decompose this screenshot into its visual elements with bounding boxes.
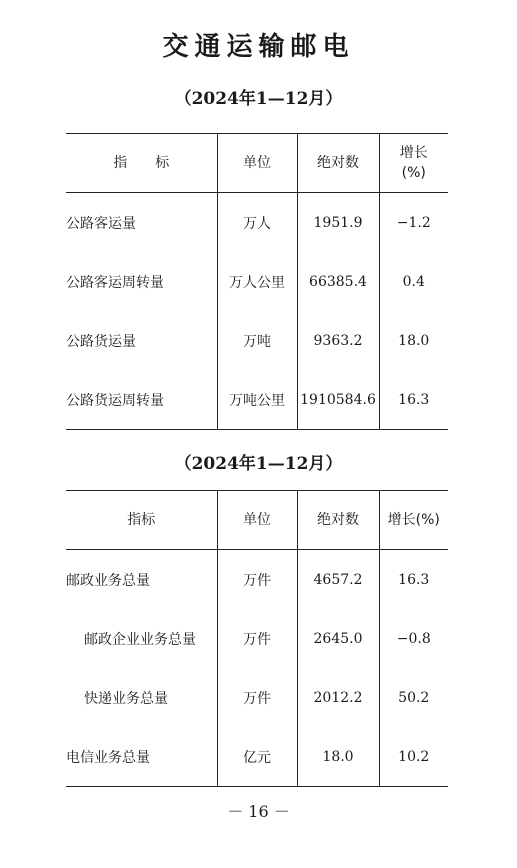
table-row	[66, 193, 448, 253]
row-unit: 万吨	[217, 311, 297, 370]
row-growth: 0.4	[379, 252, 448, 311]
row-name: 电信业务总量	[66, 727, 217, 787]
header-growth-line1: 增长	[399, 145, 428, 161]
row-growth: 10.2	[379, 727, 448, 787]
table-row	[66, 550, 448, 610]
table-row	[66, 668, 448, 727]
row-growth: 16.3	[379, 550, 448, 610]
table-row	[66, 370, 448, 430]
row-name: 公路客运量	[66, 215, 136, 232]
row-unit: 万件	[217, 609, 297, 668]
page-title: 交通运输邮电	[162, 32, 355, 62]
row-value: 1910584.6	[297, 370, 379, 430]
row-value: 2012.2	[297, 668, 379, 727]
header-growth	[379, 134, 448, 193]
row-value: 66385.4	[297, 252, 379, 311]
header-absolute: 绝对数	[297, 134, 379, 193]
row-value: 2645.0	[297, 609, 379, 668]
row-value: 9363.2	[297, 311, 379, 370]
table-header-row	[66, 134, 448, 193]
row-name: 邮政企业业务总量	[84, 631, 196, 648]
row-growth: 50.2	[379, 668, 448, 727]
transport-table	[66, 133, 448, 430]
row-unit: 万人公里	[217, 252, 297, 311]
row-unit: 万件	[217, 668, 297, 727]
row-growth: −0.8	[379, 609, 448, 668]
row-growth: 18.0	[379, 311, 448, 370]
row-name: 公路货运量	[66, 333, 136, 350]
table-row	[66, 252, 448, 311]
page-number: － 16 －	[227, 802, 290, 821]
header-growth: 增长(%)	[379, 491, 448, 550]
header-absolute: 绝对数	[297, 491, 379, 550]
postal-telecom-table	[66, 490, 448, 787]
table-row	[66, 727, 448, 787]
header-unit: 单位	[217, 491, 297, 550]
row-unit: 万人	[217, 193, 297, 253]
row-unit: 亿元	[217, 727, 297, 787]
row-growth: −1.2	[379, 193, 448, 253]
row-name: 邮政业务总量	[66, 572, 150, 589]
table-row	[66, 311, 448, 370]
row-value: 1951.9	[297, 193, 379, 253]
row-name: 公路货运周转量	[66, 370, 217, 430]
table-row	[66, 609, 448, 668]
header-indicator: 指 标	[66, 134, 217, 193]
row-growth: 16.3	[379, 370, 448, 430]
row-value: 4657.2	[297, 550, 379, 610]
row-unit: 万吨公里	[217, 370, 297, 430]
header-indicator: 指标	[66, 491, 217, 550]
header-unit: 单位	[217, 134, 297, 193]
row-value: 18.0	[297, 727, 379, 787]
row-unit: 万件	[217, 550, 297, 610]
section2-period: （2024年1—12月）	[174, 454, 343, 474]
header-growth-line2: (%)	[401, 165, 426, 181]
row-name: 公路客运周转量	[66, 274, 164, 291]
row-name: 快递业务总量	[84, 690, 168, 707]
section1-period: （2024年1—12月）	[174, 89, 343, 109]
table-header-row	[66, 491, 448, 550]
